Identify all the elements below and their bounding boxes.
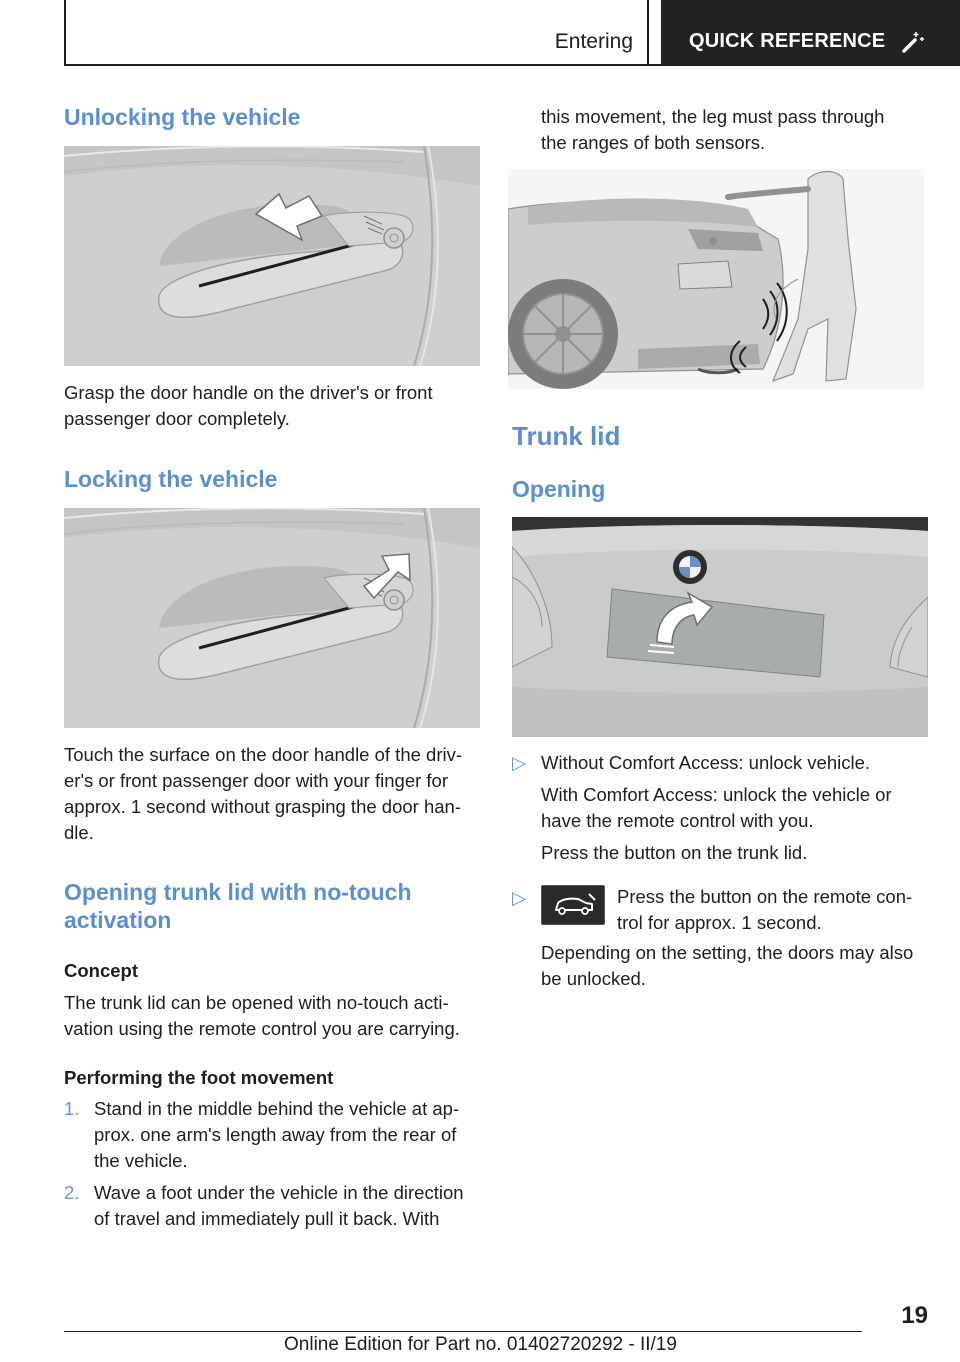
concept-text: The trunk lid can be opened with no-touch acti- vation using the remote control you are carrying. [64, 992, 460, 1039]
page-number: 19 [901, 1302, 928, 1329]
foot-movement-illustration [508, 169, 924, 389]
door-handle-unlock-illustration [64, 146, 480, 366]
bullet2-setting-text: Depending on the setting, the doors may also be unlocked. [541, 942, 914, 989]
locking-text: Touch the surface on the door handle of the driv- er's or front passenger door with your finger for approx. 1 second without grasping the door han- dle. [64, 744, 463, 843]
footer-rule [64, 1331, 862, 1332]
magic-wand-icon [901, 30, 925, 54]
trunk-lid-illustration [512, 517, 928, 737]
header-chapter-tab [661, 0, 960, 66]
trunk-remote-button-icon [541, 885, 605, 925]
continued-text: this movement, the leg must pass through the ranges of both sensors. [541, 106, 885, 153]
header-section-tab [64, 0, 649, 66]
heading-unlocking: Unlocking the vehicle [64, 104, 301, 130]
step-number: 1. [64, 1098, 80, 1119]
bullet1-comfort-text: With Comfort Access: unlock the vehicle or have the remote control with you. [541, 784, 892, 831]
foot-movement-label: Performing the foot movement [64, 1067, 334, 1088]
header-section-label: Entering [554, 30, 633, 53]
step-text: Wave a foot under the vehicle in the direction of travel and immediately pull it back. With [94, 1182, 464, 1229]
heading-locking: Locking the vehicle [64, 466, 278, 492]
bullet-marker: ▷ [512, 887, 527, 908]
bullet1-text: Without Comfort Access: unlock vehicle. [541, 752, 871, 773]
concept-label: Concept [64, 960, 138, 981]
header-chapter-label: QUICK REFERENCE [689, 30, 886, 52]
door-handle-lock-illustration [64, 508, 480, 728]
unlocking-text: Grasp the door handle on the driver's or front passenger door completely. [64, 382, 433, 429]
header-rule [64, 64, 960, 66]
step-number: 2. [64, 1182, 80, 1203]
bullet-marker: ▷ [512, 752, 527, 773]
heading-notouch: Opening trunk lid with no-touch activation [64, 879, 412, 933]
heading-trunk-lid: Trunk lid [512, 421, 621, 451]
step-text: Stand in the middle behind the vehicle at ap- prox. one arm's length away from the rear of the vehicle. [94, 1098, 460, 1171]
footer-edition: Online Edition for Part no. 01402720292 - II/19 [284, 1334, 677, 1355]
heading-opening: Opening [512, 476, 606, 502]
bullet1-press-text: Press the button on the trunk lid. [541, 842, 808, 863]
bullet2-text: Press the button on the remote con- trol for approx. 1 second. [617, 886, 913, 933]
